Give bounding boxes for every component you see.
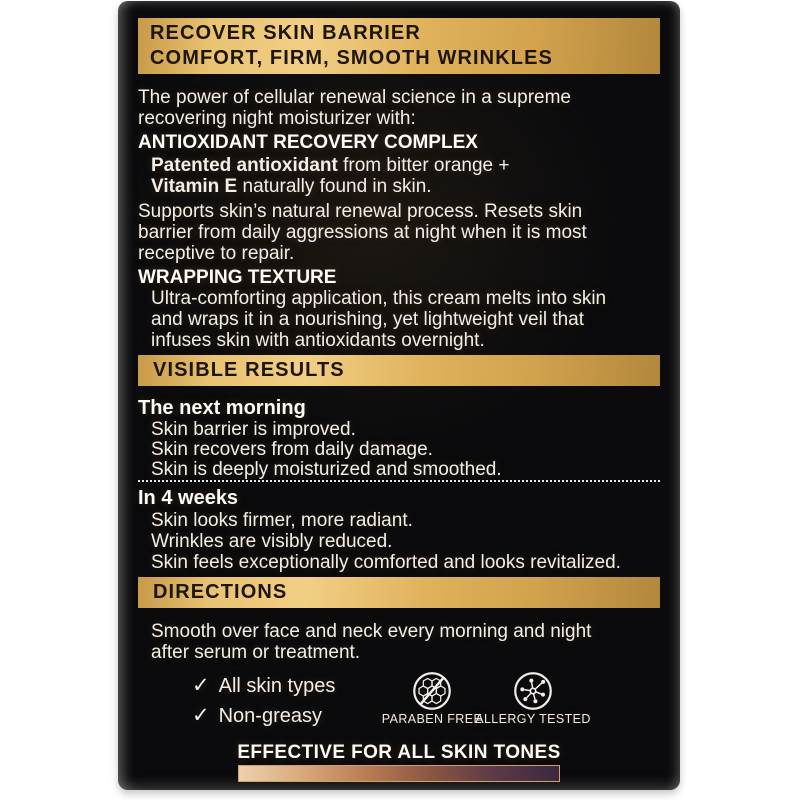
feature-label: Non-greasy: [218, 705, 322, 727]
next-morning-title: The next morning: [138, 397, 306, 419]
intro-line-1: The power of cellular renewal science in a supreme: [138, 87, 571, 108]
header-line-1: RECOVER SKIN BARRIER: [150, 22, 421, 44]
morning-item: Skin recovers from daily damage.: [151, 439, 433, 460]
directions-banner: DIRECTIONS: [138, 577, 660, 608]
header-line-2: COMFORT, FIRM, SMOOTH WRINKLES: [150, 47, 553, 69]
skin-tones-gradient-bar: [238, 765, 560, 782]
visible-results-banner: VISIBLE RESULTS: [138, 355, 660, 386]
vitamin-e-line: [151, 176, 660, 197]
feature-list: [192, 675, 335, 727]
paraben-free-icon: [412, 671, 452, 711]
morning-item: Skin barrier is improved.: [151, 419, 356, 440]
features-row: [138, 671, 660, 727]
directions-line-1: Smooth over face and neck every morning and night: [151, 621, 592, 642]
allergy-tested-icon: [513, 671, 553, 711]
patented-antioxidant-bold: Patented antioxidant: [151, 155, 338, 176]
vitamin-e-rest: naturally found in skin.: [237, 176, 432, 197]
paraben-free-label: PARABEN FREE: [381, 712, 483, 726]
wrapping-line-3: infuses skin with antioxidants overnight.: [151, 330, 485, 351]
patented-antioxidant-rest: from bitter orange +: [337, 155, 510, 176]
badge-allergy-tested: [475, 671, 591, 726]
supports-renewal-text: [138, 201, 660, 264]
supports-line-2: barrier from daily aggressions at night when it is most: [138, 222, 587, 243]
in-4-weeks-title: In 4 weeks: [138, 487, 239, 509]
intro-line-2: recovering night moisturizer with:: [138, 108, 416, 129]
antioxidant-complex-heading: ANTIOXIDANT RECOVERY COMPLEX: [138, 132, 478, 153]
morning-item: Skin is deeply moisturized and smoothed.: [151, 459, 502, 480]
vitamin-e-bold: Vitamin E: [151, 176, 238, 197]
supports-line-1: Supports skin’s natural renewal process. Resets skin: [138, 201, 583, 222]
wrapping-texture-text: [138, 288, 660, 351]
directions-text: [138, 621, 660, 663]
weeks-item: Wrinkles are visibly reduced.: [151, 531, 393, 552]
next-morning-list: [138, 420, 660, 480]
badge-paraben-free: [381, 671, 483, 726]
dotted-divider: [138, 480, 660, 482]
weeks-item: Skin looks firmer, more radiant.: [151, 510, 413, 531]
product-box-back-panel: [118, 1, 680, 790]
checkmark-icon: ✓: [192, 674, 210, 697]
antioxidant-complex-detail: [138, 155, 660, 197]
in-4-weeks-list: [138, 510, 660, 573]
feature-item-all-skin-types: [192, 675, 335, 697]
allergy-tested-label: ALLERGY TESTED: [475, 712, 591, 726]
wrapping-line-1: Ultra-comforting application, this cream melts into skin: [151, 288, 607, 309]
feature-item-non-greasy: [192, 705, 335, 727]
patented-antioxidant-line: [151, 155, 660, 176]
supports-line-3: receptive to repair.: [138, 243, 295, 264]
panel-content: [138, 1, 660, 782]
skin-tones-label: EFFECTIVE FOR ALL SKIN TONES: [237, 742, 561, 763]
weeks-item: Skin feels exceptionally comforted and looks revitalized.: [151, 552, 621, 573]
checkmark-icon: ✓: [192, 704, 210, 727]
wrapping-line-2: and wraps it in a nourishing, yet lightweight veil that: [151, 309, 585, 330]
certification-badges: [381, 671, 591, 726]
directions-line-2: after serum or treatment.: [151, 642, 361, 663]
feature-label: All skin types: [218, 675, 336, 697]
intro-text: [138, 87, 660, 129]
header-banner: [138, 18, 660, 74]
wrapping-texture-heading: WRAPPING TEXTURE: [138, 267, 337, 288]
